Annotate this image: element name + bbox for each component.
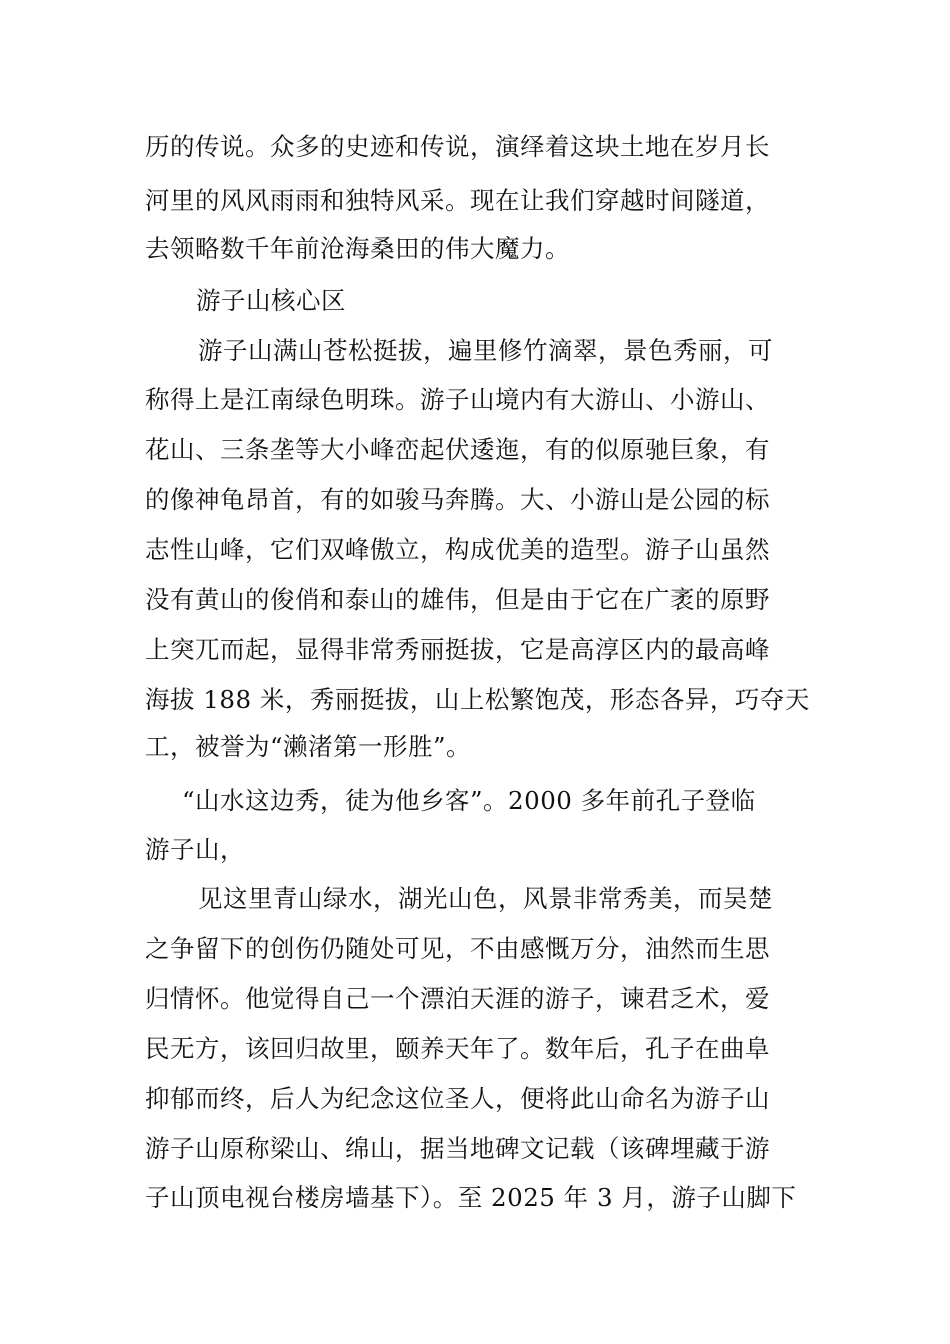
text-line: 归情怀。他觉得自己一个漂泊天涯的游子，谏君乏术，爱 xyxy=(145,984,770,1013)
text-line: 河里的风风雨雨和独特风采。现在让我们穿越时间隧道， xyxy=(145,186,770,215)
text-line: 子山顶电视台楼房墙基下）。至 2025 年 3 月，游子山脚下 xyxy=(145,1183,797,1212)
text-line: 见这里青山绿水，湖光山色，风景非常秀美，而吴楚 xyxy=(198,884,773,913)
text-line: 称得上是江南绿色明珠。游子山境内有大游山、小游山、 xyxy=(145,385,770,414)
text-line: 志性山峰，它们双峰傲立，构成优美的造型。游子山虽然 xyxy=(145,535,770,564)
text-line: 的像神龟昂首，有的如骏马奔腾。大、小游山是公园的标 xyxy=(145,485,770,514)
text-line: 没有黄山的俊俏和泰山的雄伟，但是由于它在广袤的原野 xyxy=(145,585,770,614)
text-line: 海拔 188 米，秀丽挺拔，山上松繁饱茂，形态各异，巧夺天 xyxy=(145,685,810,714)
text-line: 民无方，该回归故里，颐养天年了。数年后，孔子在曲阜 xyxy=(145,1034,770,1063)
text-line: 游子山原称梁山、绵山，据当地碑文记载（该碑埋藏于游 xyxy=(145,1134,770,1163)
text-line: 游子山， xyxy=(145,835,245,864)
text-line: 之争留下的创伤仍随处可见，不由感慨万分，油然而生思 xyxy=(145,934,770,963)
text-line: 上突兀而起，显得非常秀丽挺拔，它是高淳区内的最高峰 xyxy=(145,635,770,664)
section-heading: 游子山核心区 xyxy=(196,286,346,315)
text-line: 去领略数千年前沧海桑田的伟大魔力。 xyxy=(145,234,570,263)
text-line: “山水这边秀，徒为他乡客”。2000 多年前孔子登临 xyxy=(182,786,756,815)
text-line: 抑郁而终，后人为纪念这位圣人，便将此山命名为游子山 xyxy=(145,1084,770,1113)
text-line: 花山、三条垄等大小峰峦起伏逶迤，有的似原驰巨象，有 xyxy=(145,435,770,464)
text-line: 工，被誉为“濑渚第一形胜”。 xyxy=(145,732,472,761)
text-line: 游子山满山苍松挺拔，遍里修竹滴翠，景色秀丽，可 xyxy=(198,336,773,365)
text-line: 历的传说。众多的史迹和传说，演绎着这块土地在岁月长 xyxy=(145,132,770,161)
